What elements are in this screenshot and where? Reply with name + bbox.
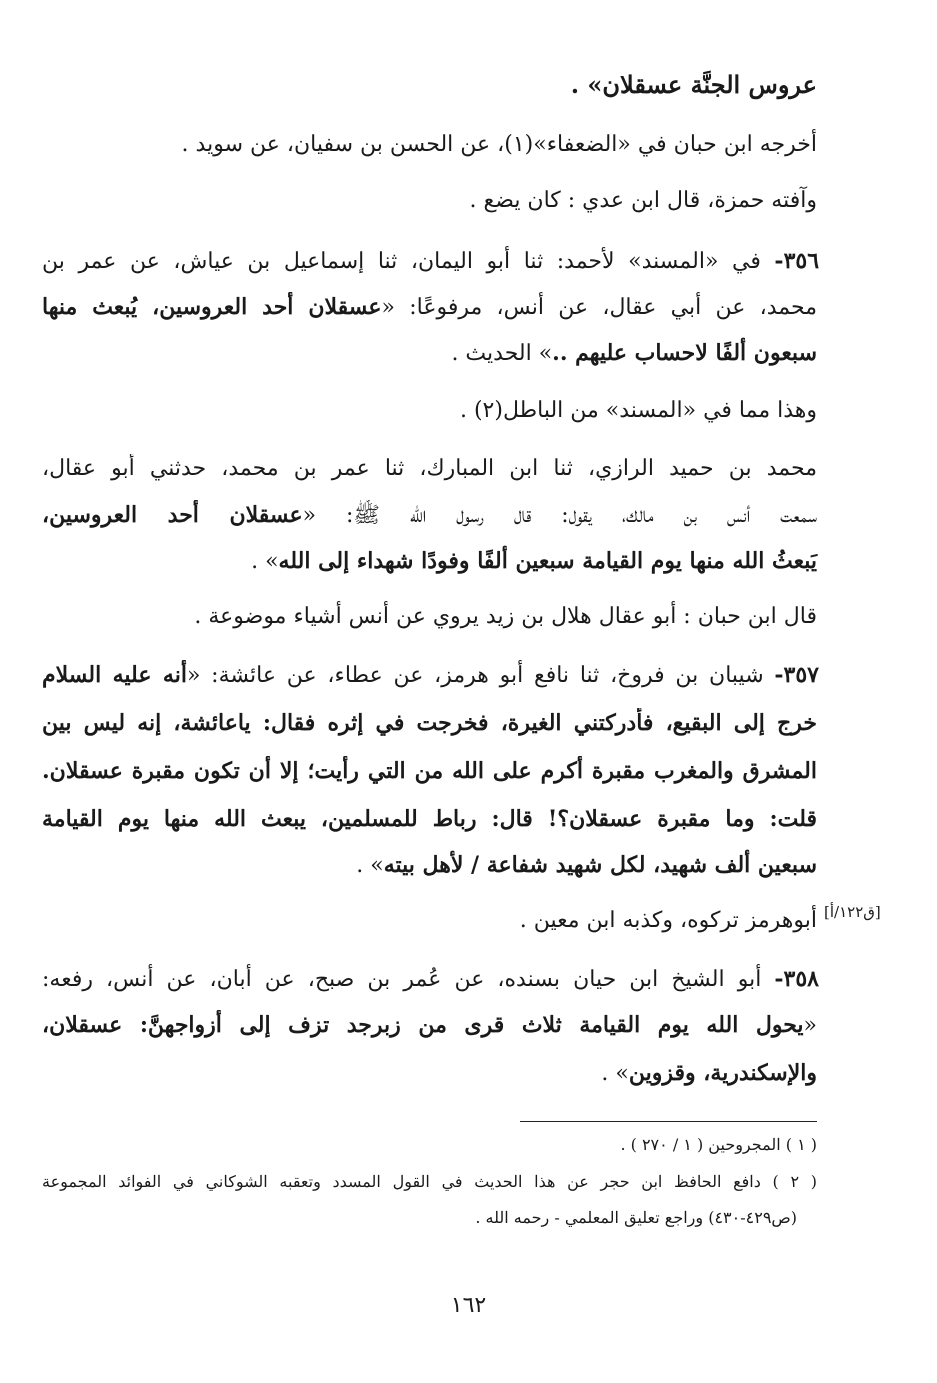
text-line-4: [42, 246, 819, 276]
line-text: محمد، عن أبي عقال، عن أنس، مرفوعًا: «: [381, 295, 817, 320]
line-text: أخرجه ابن حبان في «الضعفاء»(١)، عن الحسن بن سفيان، عن سويد .: [181, 132, 817, 157]
footnote-text: ( ٢ ) دافع الحافظ ابن حجر عن هذا الحديث في القول المسدد وتعقبه الشوكاني في الفوائد المجموعة: [42, 1172, 817, 1191]
text-line-12: [42, 660, 819, 690]
text-line-10: [42, 546, 817, 577]
page-number: ١٦٢: [450, 1293, 487, 1318]
text-line-2: [42, 130, 817, 160]
hadith-text-bold: سبعون ألفًا لاحساب عليهم ..: [552, 340, 817, 366]
hadith-text-bold: والإسكندرية، وقزوين: [628, 1060, 817, 1086]
line-text: شيبان بن فروخ، ثنا نافع أبو هرمز، عن عطاء، عن عائشة: «: [186, 663, 775, 688]
line-text: قال ابن حبان : أبو عقال هلال بن زيد يروي عن أنس أشياء موضوعة .: [194, 604, 817, 629]
footnote-text: (ص٤٢٩-٤٣٠) وراجع تعليق المعلمي - رحمه الله .: [475, 1208, 797, 1227]
line-text: أبوهرمز تركوه، وكذبه ابن معين .: [519, 908, 817, 933]
line-text: سمعت أنس بن مالك، يقول: قال رسول الله ﷺ: «: [302, 503, 817, 528]
line-text: «: [803, 1013, 817, 1038]
hadith-text-bold: أنه عليه السلام: [42, 662, 187, 688]
hadith-text-bold: خرج إلى البقيع، فأدركتني الغيرة، فخرجت في إثره فقال: ياعائشة، إنه ليس بين: [42, 710, 817, 736]
line-text: » الحديث .: [451, 341, 553, 366]
footnote-2: [42, 1170, 817, 1194]
line-text: في «المسند» لأحمد: ثنا أبو اليمان، ثنا إسماعيل بن عياش، عن عمر بن: [42, 249, 775, 274]
line-text: وآفته حمزة، قال ابن عدي : كان يضع .: [469, 188, 817, 213]
line-text: أبو الشيخ ابن حيان بسنده، عن عُمر بن صبح، عن أبان، عن أنس، رفعه:: [42, 967, 775, 992]
text-line-3: [42, 186, 817, 216]
hadith-number: ٣٥٦-: [774, 248, 819, 274]
text-line-6: [42, 338, 817, 369]
text-line-8: [42, 454, 817, 484]
text-line-9: [42, 500, 817, 530]
text-line-15: [42, 804, 817, 834]
text-line-14: [42, 756, 817, 786]
text-line-7: [42, 396, 817, 426]
hadith-number: ٣٥٧-: [774, 662, 819, 688]
line-text: » .: [356, 853, 384, 878]
footnote-2-continued: [42, 1206, 797, 1230]
hadith-text-bold: المشرق والمغرب مقبرة أكرم على الله من التي رأيت؛ إلا أن تكون مقبرة عسقلان.: [42, 758, 817, 784]
text-line-18: [42, 964, 819, 994]
text-line-16: [42, 850, 817, 881]
hadith-number: ٣٥٨-: [774, 966, 819, 992]
hadith-text-bold: يحول الله يوم القيامة ثلاث قرى من زبرجد تزف إلى أزواجهنَّ: عسقلان،: [42, 1012, 804, 1038]
text-line-13: [42, 708, 817, 738]
hadith-text-bold: عسقلان أحد العروسين،: [42, 502, 303, 528]
hadith-text-bold: يَبعثُ الله منها يوم القيامة سبعين ألفًا وفودًا شهداء إلى الله: [278, 548, 817, 574]
manuscript-margin-note: [ق١٢٢/أ]: [824, 903, 881, 921]
text-line-20: [42, 1058, 817, 1089]
text-line-1: [42, 70, 817, 100]
line-text: وهذا مما في «المسند» من الباطل(٢) .: [459, 398, 817, 423]
footnote-text: ( ١ ) المجروحين ( ١ / ٢٧٠ ) .: [620, 1135, 817, 1154]
line-text: محمد بن حميد الرازي، ثنا ابن المبارك، ثنا عمر بن محمد، حدثني أبو عقال،: [42, 456, 817, 481]
footnote-1: [42, 1133, 817, 1157]
hadith-text-bold: عروس الجنَّة عسقلان» .: [570, 70, 817, 99]
text-line-17: [42, 906, 817, 936]
footnote-separator: [520, 1121, 817, 1122]
hadith-text-bold: عسقلان أحد العروسين، يُبعث منها: [42, 294, 382, 320]
text-line-19: [42, 1010, 817, 1040]
hadith-text-bold: قلت: وما مقبرة عسقلان؟! قال: رباط للمسلمين، يبعث الله منها يوم القيامة: [42, 806, 817, 832]
text-line-11: [42, 602, 817, 632]
text-line-5: [42, 292, 817, 322]
line-text: » .: [601, 1061, 629, 1086]
line-text: » .: [251, 549, 279, 574]
hadith-text-bold: سبعين ألف شهيد، لكل شهيد شفاعة / لأهل بيته: [383, 852, 817, 878]
